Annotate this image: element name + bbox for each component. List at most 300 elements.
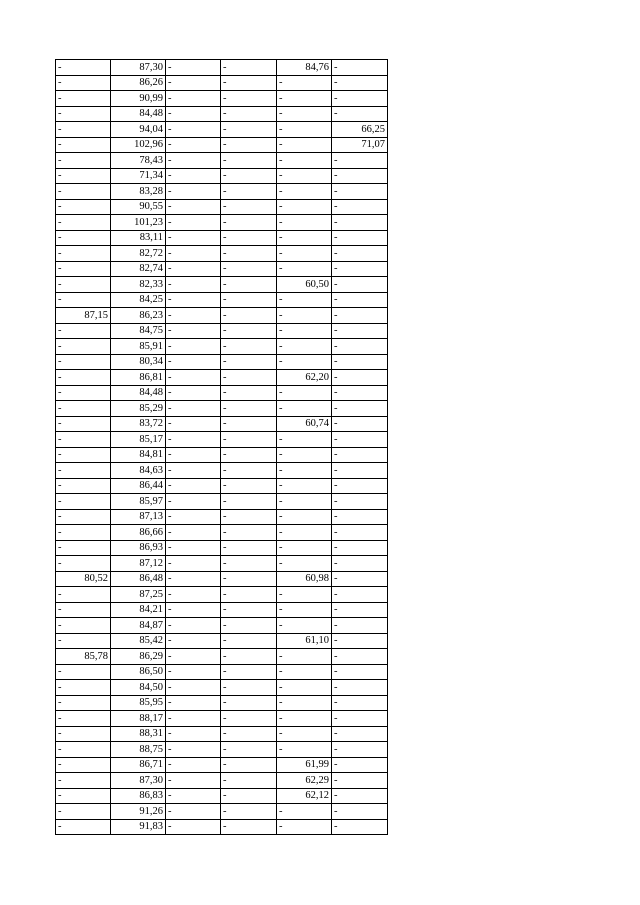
table-row	[56, 478, 388, 494]
table-cell: -	[221, 91, 277, 107]
table-cell: -	[166, 540, 221, 556]
table-cell: -	[56, 587, 111, 603]
table-cell: -	[166, 385, 221, 401]
table-cell: -	[166, 75, 221, 91]
table-cell: -	[56, 432, 111, 448]
table-cell: 85,29	[111, 401, 166, 417]
table-cell: -	[277, 525, 332, 541]
table-cell: 86,93	[111, 540, 166, 556]
table-row	[56, 370, 388, 386]
table-cell: -	[166, 463, 221, 479]
table-cell: -	[166, 711, 221, 727]
table-cell: 84,75	[111, 323, 166, 339]
table-cell: 90,55	[111, 199, 166, 215]
table-cell: -	[221, 726, 277, 742]
table-cell: 71,34	[111, 168, 166, 184]
table-cell: 94,04	[111, 122, 166, 138]
table-cell: -	[166, 556, 221, 572]
table-cell: -	[332, 308, 388, 324]
table-cell: -	[277, 339, 332, 355]
table-cell: -	[166, 757, 221, 773]
table-cell: -	[332, 587, 388, 603]
table-row	[56, 75, 388, 91]
table-cell: -	[221, 664, 277, 680]
table-row	[56, 664, 388, 680]
table-cell: -	[332, 75, 388, 91]
table-row	[56, 153, 388, 169]
table-row	[56, 788, 388, 804]
table-cell: -	[221, 385, 277, 401]
table-row	[56, 711, 388, 727]
table-cell: -	[277, 804, 332, 820]
table-cell: 84,76	[277, 60, 332, 76]
table-cell: 86,23	[111, 308, 166, 324]
table-cell: -	[166, 292, 221, 308]
table-cell: -	[332, 370, 388, 386]
table-cell: -	[221, 75, 277, 91]
table-cell: -	[221, 494, 277, 510]
table-cell: -	[277, 695, 332, 711]
table-cell: -	[221, 509, 277, 525]
table-cell: -	[332, 695, 388, 711]
table-cell: -	[277, 91, 332, 107]
table-cell: -	[221, 819, 277, 835]
table-cell: -	[332, 525, 388, 541]
table-cell: -	[166, 277, 221, 293]
table-cell: -	[221, 540, 277, 556]
table-cell: -	[221, 370, 277, 386]
table-cell: -	[277, 401, 332, 417]
table-row	[56, 602, 388, 618]
table-cell: -	[332, 726, 388, 742]
table-cell: 87,30	[111, 60, 166, 76]
table-cell: -	[56, 602, 111, 618]
table-row	[56, 91, 388, 107]
table-cell: -	[56, 168, 111, 184]
table-row	[56, 587, 388, 603]
table-cell: 88,75	[111, 742, 166, 758]
table-cell: -	[166, 788, 221, 804]
table-cell: -	[277, 711, 332, 727]
table-cell: -	[277, 509, 332, 525]
table-row	[56, 525, 388, 541]
table-cell: 85,91	[111, 339, 166, 355]
table-cell: 86,81	[111, 370, 166, 386]
table-cell: -	[56, 804, 111, 820]
table-cell: -	[277, 726, 332, 742]
table-row	[56, 246, 388, 262]
table-cell: -	[277, 323, 332, 339]
table-cell: -	[221, 184, 277, 200]
table-cell: -	[332, 788, 388, 804]
table-cell: -	[332, 184, 388, 200]
table-cell: 84,50	[111, 680, 166, 696]
table-cell: -	[56, 339, 111, 355]
table-cell: -	[332, 664, 388, 680]
table-cell: -	[166, 742, 221, 758]
table-cell: -	[277, 246, 332, 262]
table-cell: 84,25	[111, 292, 166, 308]
table-row	[56, 354, 388, 370]
table-cell: -	[221, 788, 277, 804]
table-cell: -	[56, 261, 111, 277]
table-cell: 87,15	[56, 308, 111, 324]
table-cell: -	[56, 184, 111, 200]
table-row	[56, 199, 388, 215]
table-cell: 60,74	[277, 416, 332, 432]
table-cell: -	[221, 416, 277, 432]
table-row	[56, 742, 388, 758]
table-row	[56, 308, 388, 324]
table-cell: -	[166, 401, 221, 417]
table-row	[56, 757, 388, 773]
table-cell: -	[332, 804, 388, 820]
table-cell: -	[332, 742, 388, 758]
table-cell: -	[221, 277, 277, 293]
table-row	[56, 773, 388, 789]
table-cell: -	[332, 323, 388, 339]
table-cell: -	[166, 230, 221, 246]
table-cell: -	[277, 540, 332, 556]
table-cell: -	[277, 122, 332, 138]
table-cell: -	[221, 478, 277, 494]
table-cell: -	[56, 401, 111, 417]
table-row	[56, 261, 388, 277]
table-cell: -	[56, 246, 111, 262]
table-cell: -	[166, 587, 221, 603]
table-cell: 88,17	[111, 711, 166, 727]
table-cell: -	[56, 153, 111, 169]
table-cell: -	[56, 819, 111, 835]
table-cell: -	[277, 680, 332, 696]
table-cell: -	[277, 587, 332, 603]
table-row	[56, 804, 388, 820]
table-cell: 85,95	[111, 695, 166, 711]
table-cell: -	[221, 308, 277, 324]
table-row	[56, 122, 388, 138]
table-cell: -	[221, 122, 277, 138]
table-cell: -	[277, 602, 332, 618]
table-cell: -	[56, 494, 111, 510]
table-cell: -	[56, 385, 111, 401]
table-cell: -	[166, 432, 221, 448]
table-row	[56, 649, 388, 665]
table-cell: -	[56, 695, 111, 711]
table-cell: 86,29	[111, 649, 166, 665]
table-cell: -	[221, 323, 277, 339]
table-cell: -	[221, 137, 277, 153]
table-cell: -	[56, 370, 111, 386]
table-cell: -	[56, 416, 111, 432]
table-row	[56, 556, 388, 572]
table-row	[56, 339, 388, 355]
table-cell: -	[332, 680, 388, 696]
table-cell: -	[221, 153, 277, 169]
table-cell: -	[277, 432, 332, 448]
table-cell: -	[166, 370, 221, 386]
table-cell: -	[332, 416, 388, 432]
table-row	[56, 726, 388, 742]
table-cell: -	[221, 447, 277, 463]
table-row	[56, 60, 388, 76]
table-cell: -	[221, 633, 277, 649]
table-cell: -	[277, 819, 332, 835]
table-cell: -	[166, 416, 221, 432]
table-row	[56, 401, 388, 417]
table-cell: -	[332, 773, 388, 789]
table-cell: -	[332, 60, 388, 76]
table-cell: -	[56, 60, 111, 76]
table-cell: -	[56, 509, 111, 525]
table-cell: -	[221, 168, 277, 184]
table-cell: -	[332, 556, 388, 572]
table-cell: -	[166, 339, 221, 355]
table-cell: 82,74	[111, 261, 166, 277]
table-cell: 85,17	[111, 432, 166, 448]
table-cell: -	[332, 757, 388, 773]
table-row	[56, 618, 388, 634]
table-cell: -	[332, 385, 388, 401]
table-cell: -	[166, 447, 221, 463]
table-cell: -	[221, 199, 277, 215]
table-row	[56, 385, 388, 401]
table-cell: -	[56, 680, 111, 696]
table-cell: 84,63	[111, 463, 166, 479]
table-cell: 66,25	[332, 122, 388, 138]
table-cell: -	[332, 618, 388, 634]
table-cell: -	[166, 478, 221, 494]
table-row	[56, 168, 388, 184]
table-cell: -	[277, 618, 332, 634]
table-cell: 86,83	[111, 788, 166, 804]
table-row	[56, 184, 388, 200]
table-cell: -	[166, 494, 221, 510]
table-cell: -	[166, 246, 221, 262]
table-cell: -	[332, 91, 388, 107]
table-cell: -	[332, 230, 388, 246]
table-cell: 84,48	[111, 385, 166, 401]
data-table	[55, 59, 388, 835]
table-cell: -	[56, 106, 111, 122]
table-cell: -	[166, 168, 221, 184]
table-cell: -	[277, 385, 332, 401]
table-cell: -	[166, 726, 221, 742]
table-cell: 83,28	[111, 184, 166, 200]
table-cell: -	[56, 199, 111, 215]
table-cell: 87,30	[111, 773, 166, 789]
table-cell: 86,44	[111, 478, 166, 494]
table-cell: -	[56, 633, 111, 649]
table-cell: -	[166, 509, 221, 525]
table-cell: -	[166, 602, 221, 618]
table-cell: -	[221, 106, 277, 122]
table-cell: -	[221, 742, 277, 758]
table-cell: -	[277, 106, 332, 122]
table-cell: -	[166, 680, 221, 696]
table-cell: -	[332, 602, 388, 618]
table-cell: -	[277, 478, 332, 494]
table-cell: -	[332, 153, 388, 169]
table-cell: -	[166, 261, 221, 277]
table-cell: -	[221, 587, 277, 603]
table-cell: -	[166, 819, 221, 835]
table-cell: 82,33	[111, 277, 166, 293]
table-row	[56, 540, 388, 556]
table-row	[56, 633, 388, 649]
table-cell: -	[332, 478, 388, 494]
table-cell: -	[56, 230, 111, 246]
table-cell: 87,13	[111, 509, 166, 525]
table-row	[56, 106, 388, 122]
table-cell: -	[332, 261, 388, 277]
table-cell: -	[332, 711, 388, 727]
table-cell: -	[277, 354, 332, 370]
table-cell: -	[56, 711, 111, 727]
table-cell: -	[56, 525, 111, 541]
table-cell: -	[332, 447, 388, 463]
table-cell: -	[277, 494, 332, 510]
table-cell: -	[221, 432, 277, 448]
table-cell: -	[277, 215, 332, 231]
table-cell: -	[221, 215, 277, 231]
table-cell: -	[221, 354, 277, 370]
table-cell: -	[221, 695, 277, 711]
table-cell: -	[221, 680, 277, 696]
table-cell: -	[221, 401, 277, 417]
table-cell: -	[166, 106, 221, 122]
table-row	[56, 432, 388, 448]
table-cell: -	[221, 463, 277, 479]
table-cell: -	[221, 757, 277, 773]
table-cell: 86,71	[111, 757, 166, 773]
table-cell: -	[332, 571, 388, 587]
table-row	[56, 137, 388, 153]
table-row	[56, 230, 388, 246]
table-cell: -	[56, 277, 111, 293]
table-cell: -	[166, 215, 221, 231]
table-cell: -	[221, 571, 277, 587]
table-cell: 61,99	[277, 757, 332, 773]
table-cell: -	[56, 292, 111, 308]
table-cell: -	[277, 463, 332, 479]
table-cell: 85,97	[111, 494, 166, 510]
table-row	[56, 695, 388, 711]
table-cell: -	[166, 633, 221, 649]
table-row	[56, 416, 388, 432]
table-cell: -	[166, 804, 221, 820]
table-cell: 102,96	[111, 137, 166, 153]
table-cell: -	[166, 695, 221, 711]
table-cell: -	[221, 261, 277, 277]
table-cell: 62,20	[277, 370, 332, 386]
table-cell: -	[332, 168, 388, 184]
table-cell: 83,72	[111, 416, 166, 432]
table-cell: -	[332, 199, 388, 215]
table-cell: -	[56, 556, 111, 572]
table-cell: -	[332, 494, 388, 510]
table-cell: -	[332, 277, 388, 293]
table-cell: -	[166, 184, 221, 200]
table-cell: -	[56, 478, 111, 494]
table-cell: 86,48	[111, 571, 166, 587]
table-cell: -	[56, 757, 111, 773]
table-cell: 71,07	[332, 137, 388, 153]
table-cell: -	[221, 292, 277, 308]
table-row	[56, 277, 388, 293]
table-cell: -	[166, 649, 221, 665]
table-cell: 86,50	[111, 664, 166, 680]
table-cell: -	[277, 447, 332, 463]
table-cell: 86,66	[111, 525, 166, 541]
table-cell: -	[277, 742, 332, 758]
table-cell: 87,12	[111, 556, 166, 572]
table-cell: -	[166, 137, 221, 153]
table-cell: -	[166, 308, 221, 324]
data-table-body	[56, 60, 388, 835]
table-cell: -	[221, 556, 277, 572]
table-cell: 87,25	[111, 587, 166, 603]
table-cell: -	[277, 137, 332, 153]
table-cell: -	[332, 246, 388, 262]
table-cell: 82,72	[111, 246, 166, 262]
table-cell: 91,26	[111, 804, 166, 820]
table-cell: -	[332, 106, 388, 122]
table-cell: -	[277, 308, 332, 324]
table-cell: -	[332, 292, 388, 308]
table-cell: -	[277, 664, 332, 680]
table-cell: -	[56, 773, 111, 789]
table-cell: -	[166, 91, 221, 107]
table-cell: -	[332, 339, 388, 355]
table-cell: -	[166, 773, 221, 789]
table-cell: 90,99	[111, 91, 166, 107]
table-cell: -	[277, 649, 332, 665]
table-cell: -	[332, 432, 388, 448]
table-cell: -	[332, 463, 388, 479]
table-cell: -	[221, 339, 277, 355]
table-cell: 60,98	[277, 571, 332, 587]
table-cell: 84,81	[111, 447, 166, 463]
table-cell: -	[332, 401, 388, 417]
table-row	[56, 463, 388, 479]
table-cell: 84,21	[111, 602, 166, 618]
table-cell: 61,10	[277, 633, 332, 649]
table-cell: -	[332, 819, 388, 835]
table-cell: 84,48	[111, 106, 166, 122]
table-cell: -	[56, 664, 111, 680]
table-cell: 60,50	[277, 277, 332, 293]
table-cell: -	[166, 60, 221, 76]
table-cell: -	[166, 122, 221, 138]
table-cell: -	[166, 153, 221, 169]
table-row	[56, 494, 388, 510]
table-cell: -	[332, 540, 388, 556]
table-cell: -	[56, 215, 111, 231]
table-cell: -	[56, 75, 111, 91]
table-cell: -	[56, 726, 111, 742]
table-row	[56, 215, 388, 231]
table-cell: -	[166, 525, 221, 541]
table-row	[56, 509, 388, 525]
table-cell: 86,26	[111, 75, 166, 91]
table-cell: -	[277, 556, 332, 572]
table-cell: -	[56, 618, 111, 634]
table-cell: -	[221, 649, 277, 665]
table-cell: 78,43	[111, 153, 166, 169]
table-cell: 85,78	[56, 649, 111, 665]
table-cell: -	[277, 292, 332, 308]
table-cell: -	[221, 602, 277, 618]
